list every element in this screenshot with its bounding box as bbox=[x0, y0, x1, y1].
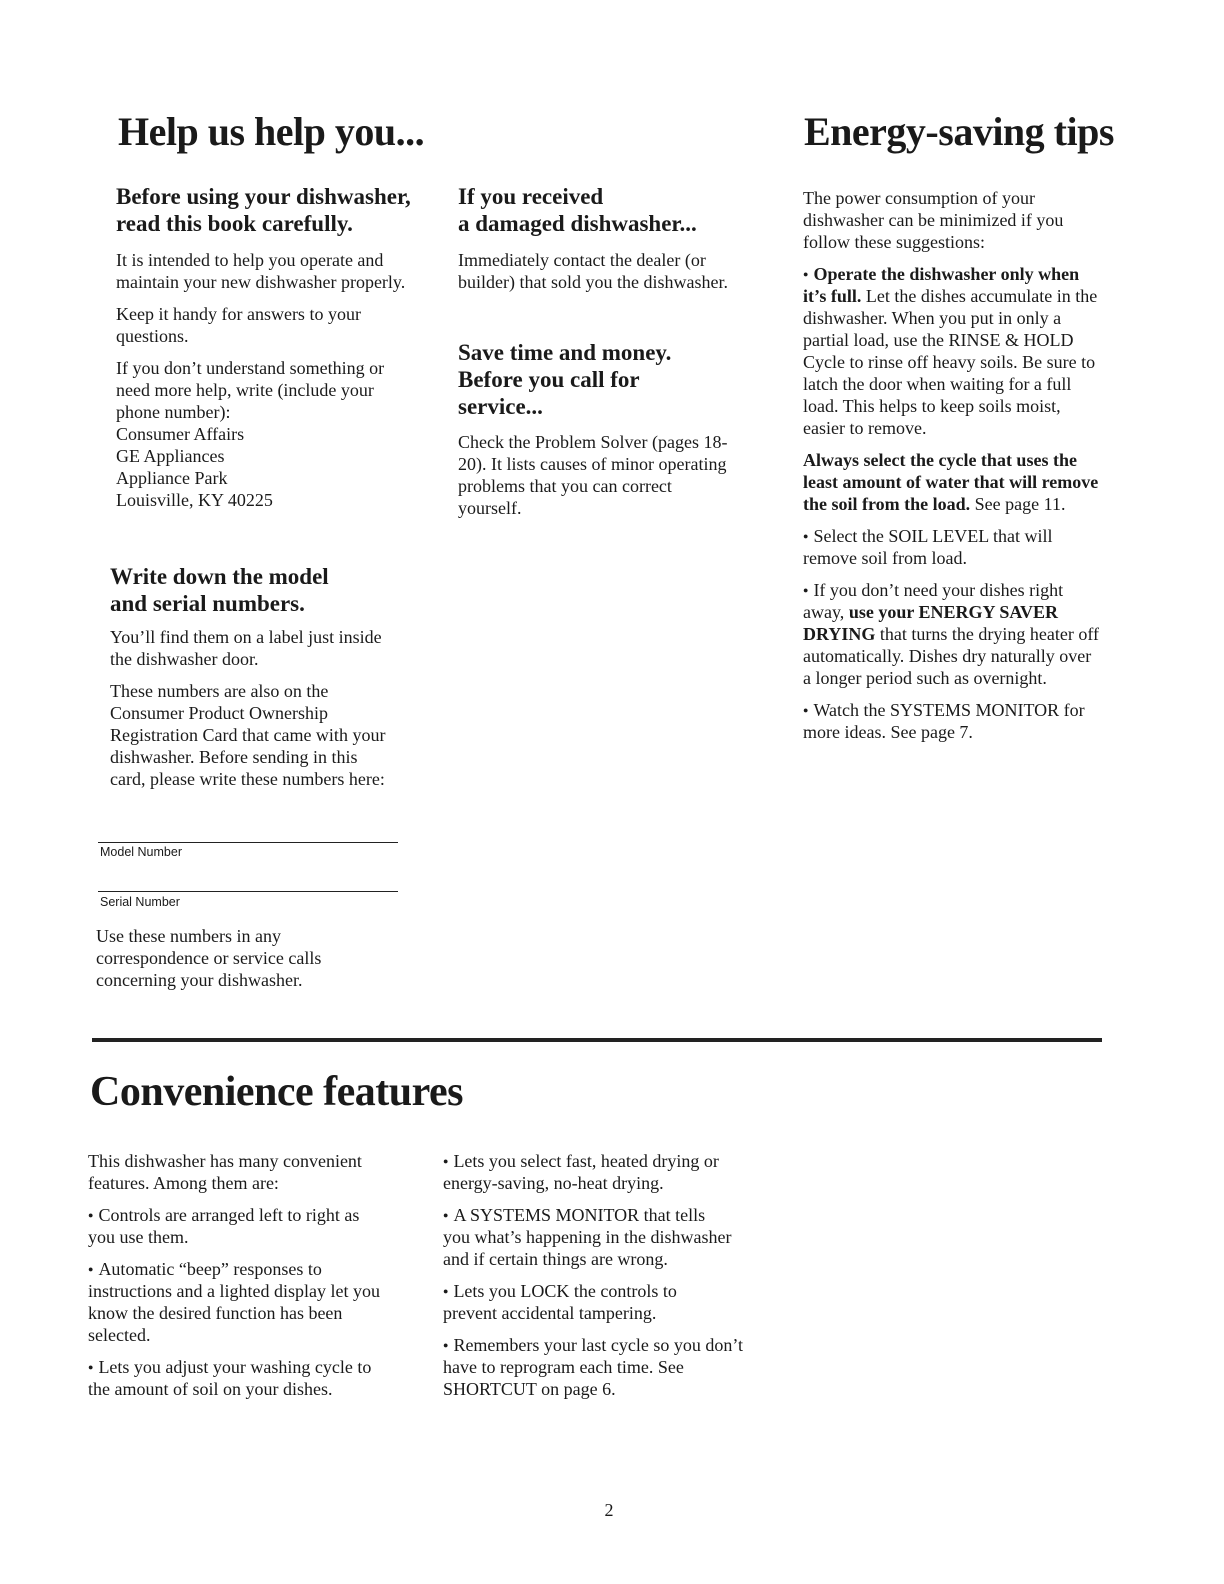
help-title: Help us help you... bbox=[118, 109, 425, 154]
energy-tip-cycle: Always select the cycle that uses the least amount of water that will remove the soil from the load. See page 11. bbox=[803, 450, 1099, 514]
save-p1: Check the Problem Solver (pages 18-20). It lists causes of minor operating problems that you can correct yourself. bbox=[458, 432, 728, 518]
model-number-label: Model Number bbox=[100, 845, 182, 859]
save-section bbox=[458, 339, 758, 529]
read-p2: Keep it handy for answers to your questions. bbox=[116, 304, 361, 346]
serial-p2: These numbers are also on the Consumer Product Ownership Registration Card that came with your dishwasher. Before sending in this card, please write these numbers here: bbox=[110, 681, 386, 789]
energy-tip-systems-monitor: ● Watch the SYSTEMS MONITOR for more ideas. See page 7. bbox=[803, 699, 1103, 743]
feature-item: ● Automatic “beep” responses to instructions and a lighted display let you know the desired function has been selected. bbox=[88, 1258, 388, 1346]
serial-section bbox=[110, 563, 410, 800]
feature-item: ● Remembers your last cycle so you don’t have to reprogram each time. See SHORTCUT on page 6. bbox=[443, 1334, 748, 1400]
section-divider bbox=[92, 1038, 1102, 1042]
read-section bbox=[116, 183, 446, 511]
energy-tip-soil-level: ● Select the SOIL LEVEL that will remove soil from load. bbox=[803, 525, 1103, 569]
feature-item: ● Lets you LOCK the controls to prevent accidental tampering. bbox=[443, 1280, 728, 1324]
feature-item: ● Lets you adjust your washing cycle to the amount of soil on your dishes. bbox=[88, 1356, 393, 1400]
address-block: Consumer Affairs GE Appliances Appliance Park Louisville, KY 40225 bbox=[116, 424, 273, 510]
damaged-heading: If you received a damaged dishwasher... bbox=[458, 184, 697, 236]
serial-p3: Use these numbers in any correspondence or service calls concerning your dishwasher. bbox=[96, 926, 322, 990]
energy-tip-full-load: ● Operate the dishwasher only when it’s full. Let the dishes accumulate in the dishwasher. When you put in only a partial load, use the RINSE & HOLD Cycle to rinse off heavy soils. Be sure to latch the door when waiting for a full load. This helps to keep soils moist, easier to remove. bbox=[803, 263, 1103, 439]
convenience-left-column bbox=[88, 1150, 408, 1410]
energy-title: Energy-saving tips bbox=[804, 109, 1114, 154]
damaged-section bbox=[458, 183, 758, 303]
read-p1: It is intended to help you operate and maintain your new dishwasher properly. bbox=[116, 250, 406, 292]
feature-item: ● A SYSTEMS MONITOR that tells you what’s happening in the dishwasher and if certain things are wrong. bbox=[443, 1204, 733, 1270]
feature-item: ● Lets you select fast, heated drying or energy-saving, no-heat drying. bbox=[443, 1150, 743, 1194]
damaged-p1: Immediately contact the dealer (or builder) that sold you the dishwasher. bbox=[458, 250, 728, 292]
convenience-right-column bbox=[443, 1150, 753, 1410]
convenience-intro: This dishwasher has many convenient features. Among them are: bbox=[88, 1151, 362, 1193]
energy-tip-energy-saver: ● If you don’t need your dishes right away, use your ENERGY SAVER DRYING that turns the drying heater off automatically. Dishes dry naturally over a longer period such as overnight. bbox=[803, 579, 1103, 689]
model-number-line[interactable] bbox=[98, 842, 398, 843]
save-heading: Save time and money. Before you call for service... bbox=[458, 340, 672, 419]
read-heading: Before using your dishwasher, read this book carefully. bbox=[116, 184, 411, 236]
serial-number-line[interactable] bbox=[98, 891, 398, 892]
convenience-title: Convenience features bbox=[90, 1069, 463, 1115]
feature-item: ● Controls are arranged left to right as you use them. bbox=[88, 1204, 388, 1248]
energy-section bbox=[803, 187, 1103, 753]
serial-number-label: Serial Number bbox=[100, 895, 180, 909]
serial-heading: Write down the model and serial numbers. bbox=[110, 564, 329, 616]
serial-p1: You’ll find them on a label just inside the dishwasher door. bbox=[110, 627, 382, 669]
energy-intro: The power consumption of your dishwasher can be minimized if you follow these suggestions: bbox=[803, 188, 1064, 252]
page-number: 2 bbox=[604, 1500, 614, 1520]
read-p3: If you don’t understand something or need more help, write (include your phone number): bbox=[116, 358, 385, 422]
